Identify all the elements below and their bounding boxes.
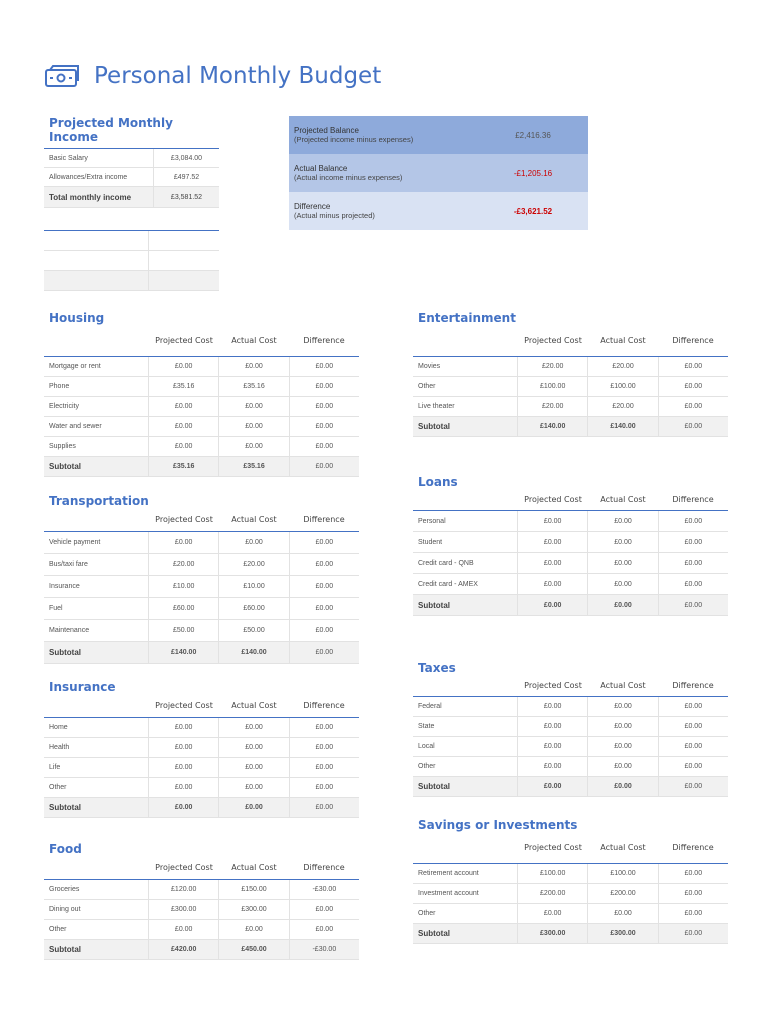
row-label: Home: [44, 718, 149, 737]
page-title: Personal Monthly Budget: [94, 63, 382, 89]
projected-cost-cell[interactable]: £0.00: [518, 532, 588, 552]
row-label: Electricity: [44, 397, 149, 416]
table-row: [413, 511, 728, 532]
projected-cost-cell[interactable]: £0.00: [149, 758, 219, 777]
actual-cost-cell[interactable]: £20.00: [588, 357, 658, 376]
actual-cost-cell[interactable]: £0.00: [219, 920, 289, 939]
income-row: [44, 168, 219, 187]
subtotal-difference: £0.00: [315, 649, 334, 656]
subtotal-label: Subtotal: [44, 940, 149, 959]
subtotal-difference: -£30.00: [312, 946, 337, 953]
table-row: [44, 598, 359, 620]
row-label: Live theater: [413, 397, 518, 416]
income-label: Allowances/Extra income: [44, 168, 154, 186]
projected-cost-header: Projected Cost: [524, 843, 582, 852]
difference-cell: -£30.00: [312, 886, 337, 893]
row-label: Supplies: [44, 437, 149, 456]
projected-cost-cell[interactable]: £300.00: [149, 900, 219, 919]
difference-value: -£3,621.52: [513, 206, 553, 216]
subtotal-row: [413, 924, 728, 944]
actual-cost-header: Actual Cost: [600, 681, 646, 690]
table-row: [413, 397, 728, 417]
projected-cost-cell[interactable]: £0.00: [149, 417, 219, 436]
subtotal-actual: £0.00: [219, 798, 289, 817]
difference-header: Difference: [303, 515, 345, 524]
projected-cost-cell[interactable]: £0.00: [149, 718, 219, 737]
income-total-value: £3,581.52: [170, 193, 203, 201]
difference-cell: £0.00: [684, 723, 703, 730]
actual-cost-cell[interactable]: £0.00: [588, 511, 658, 531]
blank-table: [44, 230, 219, 291]
income-label: Basic Salary: [44, 149, 154, 167]
difference-cell: £0.00: [684, 743, 703, 750]
subtotal-difference: £0.00: [684, 783, 703, 790]
projected-balance-sub: (Projected income minus expenses): [294, 135, 414, 144]
table-row: [44, 377, 359, 397]
subtotal-difference: £0.00: [684, 423, 703, 430]
projected-cost-cell[interactable]: £120.00: [149, 880, 219, 899]
actual-cost-cell[interactable]: £0.00: [219, 357, 289, 376]
projected-cost-cell[interactable]: £100.00: [518, 864, 588, 883]
subtotal-label: Subtotal: [413, 777, 518, 796]
row-label: Life: [44, 758, 149, 777]
projected-cost-cell[interactable]: £200.00: [518, 884, 588, 903]
table-row: [44, 417, 359, 437]
projected-balance-value: £2,416.36: [515, 130, 551, 140]
loans-header: [413, 490, 728, 511]
table-row: [413, 697, 728, 717]
difference-cell: £0.00: [315, 383, 334, 390]
actual-cost-header: Actual Cost: [600, 336, 646, 345]
row-label: Local: [413, 737, 518, 756]
subtotal-label: Subtotal: [413, 924, 518, 943]
projected-cost-cell[interactable]: £0.00: [149, 738, 219, 757]
table-row: [44, 554, 359, 576]
row-label: Student: [413, 532, 518, 552]
projected-cost-cell[interactable]: £0.00: [149, 532, 219, 553]
difference-cell: £0.00: [684, 538, 703, 546]
projected-cost-cell[interactable]: £100.00: [518, 377, 588, 396]
housing-header: [44, 326, 359, 357]
difference-cell: £0.00: [684, 580, 703, 588]
projected-cost-cell[interactable]: £20.00: [149, 554, 219, 575]
projected-cost-cell[interactable]: £0.00: [149, 920, 219, 939]
row-label: Health: [44, 738, 149, 757]
actual-balance-row: [289, 154, 588, 192]
actual-cost-cell[interactable]: £10.00: [219, 576, 289, 597]
subtotal-actual: £35.16: [219, 457, 289, 476]
income-value[interactable]: £3,084.00: [170, 154, 203, 162]
difference-cell: £0.00: [315, 605, 334, 612]
projected-cost-cell[interactable]: £20.00: [518, 397, 588, 416]
difference-cell: £0.00: [315, 561, 334, 568]
projected-cost-cell[interactable]: £60.00: [149, 598, 219, 619]
subtotal-label: Subtotal: [413, 595, 518, 615]
difference-cell: £0.00: [315, 784, 334, 791]
insurance-title: Insurance: [49, 680, 116, 694]
table-row: [44, 920, 359, 940]
projected-cost-cell[interactable]: £0.00: [518, 904, 588, 923]
projected-cost-cell[interactable]: £35.16: [149, 377, 219, 396]
food-section: [44, 841, 359, 960]
difference-cell: £0.00: [315, 403, 334, 410]
subtotal-projected: £0.00: [149, 798, 219, 817]
projected-cost-cell[interactable]: £0.00: [518, 717, 588, 736]
table-row: [44, 758, 359, 778]
difference-header: Difference: [672, 336, 714, 345]
table-row: [44, 620, 359, 642]
row-label: Maintenance: [44, 620, 149, 641]
loans-section: [413, 474, 728, 616]
difference-cell: £0.00: [684, 383, 703, 390]
savings-title: Savings or Investments: [418, 818, 578, 832]
projected-cost-cell[interactable]: £0.00: [518, 511, 588, 531]
actual-cost-cell[interactable]: £150.00: [219, 880, 289, 899]
difference-cell: £0.00: [315, 443, 334, 450]
actual-cost-cell[interactable]: £0.00: [219, 718, 289, 737]
projected-cost-cell[interactable]: £0.00: [149, 397, 219, 416]
difference-header: Difference: [303, 336, 345, 345]
table-row: [413, 377, 728, 397]
actual-balance-sub: (Actual income minus expenses): [294, 173, 403, 182]
actual-cost-cell[interactable]: £0.00: [588, 532, 658, 552]
actual-cost-cell[interactable]: £20.00: [219, 554, 289, 575]
savings-header: [413, 833, 728, 864]
subtotal-row: [413, 595, 728, 616]
income-total-row: [44, 187, 219, 208]
blank-row: [44, 251, 219, 271]
row-label: Groceries: [44, 880, 149, 899]
subtotal-difference: £0.00: [315, 463, 334, 470]
row-label: Other: [413, 377, 518, 396]
actual-cost-header: Actual Cost: [231, 863, 277, 872]
income-value[interactable]: £497.52: [173, 173, 200, 181]
actual-cost-cell[interactable]: £0.00: [588, 717, 658, 736]
actual-cost-cell[interactable]: £0.00: [588, 737, 658, 756]
actual-cost-cell[interactable]: £60.00: [219, 598, 289, 619]
table-row: [413, 864, 728, 884]
table-row: [44, 880, 359, 900]
row-label: Movies: [413, 357, 518, 376]
taxes-section: [413, 660, 728, 797]
transportation-header: [44, 509, 359, 532]
actual-cost-cell[interactable]: £0.00: [219, 778, 289, 797]
difference-cell: £0.00: [315, 764, 334, 771]
subtotal-actual: £0.00: [588, 595, 658, 615]
difference-cell: £0.00: [315, 583, 334, 590]
difference-cell: £0.00: [315, 906, 334, 913]
insurance-header: [44, 695, 359, 718]
difference-header: Difference: [303, 701, 345, 710]
subtotal-row: [413, 417, 728, 437]
difference-row: [289, 192, 588, 230]
table-row: [413, 904, 728, 924]
subtotal-row: [44, 940, 359, 960]
row-label: Other: [413, 757, 518, 776]
actual-cost-cell[interactable]: £0.00: [588, 904, 658, 923]
actual-cost-cell[interactable]: £100.00: [588, 864, 658, 883]
subtotal-actual: £0.00: [588, 777, 658, 796]
actual-cost-cell[interactable]: £0.00: [588, 697, 658, 716]
table-row: [44, 437, 359, 457]
actual-cost-cell[interactable]: £50.00: [219, 620, 289, 641]
table-row: [413, 553, 728, 574]
subtotal-difference: £0.00: [315, 804, 334, 811]
row-label: Vehicle payment: [44, 532, 149, 553]
subtotal-projected: £35.16: [149, 457, 219, 476]
table-row: [413, 717, 728, 737]
difference-header: Difference: [672, 843, 714, 852]
table-row: [413, 574, 728, 595]
projected-cost-cell[interactable]: £0.00: [518, 574, 588, 594]
difference-header: Difference: [303, 863, 345, 872]
projected-cost-header: Projected Cost: [155, 863, 213, 872]
actual-cost-header: Actual Cost: [231, 515, 277, 524]
difference-header: Difference: [672, 681, 714, 690]
difference-cell: £0.00: [684, 910, 703, 917]
subtotal-row: [44, 642, 359, 664]
taxes-title: Taxes: [418, 661, 456, 675]
subtotal-row: [44, 798, 359, 818]
subtotal-projected: £0.00: [518, 595, 588, 615]
taxes-header: [413, 676, 728, 697]
loans-title: Loans: [418, 475, 458, 489]
subtotal-actual: £450.00: [219, 940, 289, 959]
projected-cost-cell[interactable]: £10.00: [149, 576, 219, 597]
table-row: [413, 532, 728, 553]
row-label: Fuel: [44, 598, 149, 619]
actual-cost-cell[interactable]: £0.00: [588, 553, 658, 573]
subtotal-projected: £300.00: [518, 924, 588, 943]
subtotal-label: Subtotal: [44, 798, 149, 817]
projected-cost-header: Projected Cost: [524, 495, 582, 504]
row-label: Bus/taxi fare: [44, 554, 149, 575]
money-icon: [44, 64, 80, 88]
difference-cell: £0.00: [315, 926, 334, 933]
actual-cost-cell[interactable]: £300.00: [219, 900, 289, 919]
projected-cost-cell[interactable]: £0.00: [149, 357, 219, 376]
difference-cell: £0.00: [315, 363, 334, 370]
projected-cost-cell[interactable]: £0.00: [149, 437, 219, 456]
projected-cost-header: Projected Cost: [524, 681, 582, 690]
actual-cost-cell[interactable]: £200.00: [588, 884, 658, 903]
difference-cell: £0.00: [684, 763, 703, 770]
income-table: [44, 116, 219, 208]
table-row: [44, 576, 359, 598]
row-label: Other: [44, 920, 149, 939]
actual-cost-header: Actual Cost: [600, 495, 646, 504]
difference-cell: £0.00: [684, 870, 703, 877]
subtotal-difference: £0.00: [684, 601, 703, 609]
income-total-label: Total monthly income: [44, 187, 154, 207]
row-label: Mortgage or rent: [44, 357, 149, 376]
projected-cost-cell[interactable]: £0.00: [518, 737, 588, 756]
actual-cost-header: Actual Cost: [231, 701, 277, 710]
actual-cost-header: Actual Cost: [600, 843, 646, 852]
table-row: [413, 757, 728, 777]
row-label: Personal: [413, 511, 518, 531]
blank-row: [44, 231, 219, 251]
subtotal-projected: £140.00: [518, 417, 588, 436]
actual-balance-label: Actual Balance: [294, 164, 348, 173]
income-title: Projected Monthly Income: [44, 116, 219, 149]
difference-cell: £0.00: [315, 423, 334, 430]
row-label: Other: [413, 904, 518, 923]
difference-header: Difference: [672, 495, 714, 504]
subtotal-label: Subtotal: [44, 642, 149, 663]
difference-cell: £0.00: [684, 703, 703, 710]
actual-cost-cell[interactable]: £20.00: [588, 397, 658, 416]
housing-title: Housing: [49, 311, 105, 325]
title-bar: [44, 58, 381, 94]
insurance-section: [44, 679, 359, 818]
row-label: Other: [44, 778, 149, 797]
subtotal-projected: £420.00: [149, 940, 219, 959]
transportation-title: Transportation: [49, 494, 149, 508]
actual-cost-cell[interactable]: £0.00: [219, 738, 289, 757]
row-label: Water and sewer: [44, 417, 149, 436]
table-row: [44, 718, 359, 738]
projected-balance-row: [289, 116, 588, 154]
projected-balance-label: Projected Balance: [294, 126, 359, 135]
actual-cost-cell[interactable]: £0.00: [219, 437, 289, 456]
row-label: Federal: [413, 697, 518, 716]
projected-cost-cell[interactable]: £50.00: [149, 620, 219, 641]
difference-cell: £0.00: [684, 403, 703, 410]
actual-cost-cell[interactable]: £0.00: [219, 397, 289, 416]
actual-cost-header: Actual Cost: [231, 336, 277, 345]
row-label: Investment account: [413, 884, 518, 903]
projected-cost-cell[interactable]: £0.00: [518, 697, 588, 716]
row-label: Insurance: [44, 576, 149, 597]
projected-cost-cell[interactable]: £0.00: [149, 778, 219, 797]
table-row: [44, 357, 359, 377]
income-row: [44, 149, 219, 168]
difference-label: Difference: [294, 202, 331, 211]
row-label: Retirement account: [413, 864, 518, 883]
subtotal-projected: £140.00: [149, 642, 219, 663]
row-label: Phone: [44, 377, 149, 396]
table-row: [413, 884, 728, 904]
blank-row: [44, 271, 219, 291]
balance-summary: [289, 116, 588, 230]
difference-cell: £0.00: [684, 890, 703, 897]
table-row: [44, 397, 359, 417]
row-label: Dining out: [44, 900, 149, 919]
actual-cost-cell[interactable]: £100.00: [588, 377, 658, 396]
projected-cost-header: Projected Cost: [155, 336, 213, 345]
subtotal-actual: £140.00: [219, 642, 289, 663]
actual-cost-cell[interactable]: £0.00: [588, 574, 658, 594]
row-label: State: [413, 717, 518, 736]
subtotal-projected: £0.00: [518, 777, 588, 796]
subtotal-actual: £140.00: [588, 417, 658, 436]
transportation-section: [44, 493, 359, 664]
subtotal-row: [413, 777, 728, 797]
projected-cost-header: Projected Cost: [155, 701, 213, 710]
actual-cost-cell[interactable]: £0.00: [219, 532, 289, 553]
actual-cost-cell[interactable]: £0.00: [219, 417, 289, 436]
entertainment-title: Entertainment: [418, 311, 516, 325]
difference-cell: £0.00: [315, 539, 334, 546]
projected-cost-cell[interactable]: £0.00: [518, 553, 588, 573]
table-row: [44, 900, 359, 920]
housing-section: [44, 310, 359, 477]
table-row: [413, 357, 728, 377]
actual-cost-cell[interactable]: £0.00: [588, 757, 658, 776]
table-row: [44, 778, 359, 798]
projected-cost-cell[interactable]: £20.00: [518, 357, 588, 376]
difference-cell: £0.00: [684, 517, 703, 525]
food-header: [44, 857, 359, 880]
difference-cell: £0.00: [315, 724, 334, 731]
subtotal-actual: £300.00: [588, 924, 658, 943]
subtotal-label: Subtotal: [44, 457, 149, 476]
actual-cost-cell[interactable]: £35.16: [219, 377, 289, 396]
entertainment-header: [413, 326, 728, 357]
difference-cell: £0.00: [684, 559, 703, 567]
savings-section: [413, 817, 728, 944]
entertainment-section: [413, 310, 728, 437]
table-row: [44, 738, 359, 758]
difference-cell: £0.00: [684, 363, 703, 370]
difference-cell: £0.00: [315, 744, 334, 751]
difference-cell: £0.00: [315, 627, 334, 634]
subtotal-difference: £0.00: [684, 930, 703, 937]
actual-balance-value: -£1,205.16: [513, 168, 553, 178]
difference-sub: (Actual minus projected): [294, 211, 375, 220]
table-row: [44, 532, 359, 554]
row-label: Credit card - QNB: [413, 553, 518, 573]
projected-cost-header: Projected Cost: [155, 515, 213, 524]
projected-cost-header: Projected Cost: [524, 336, 582, 345]
subtotal-row: [44, 457, 359, 477]
actual-cost-cell[interactable]: £0.00: [219, 758, 289, 777]
food-title: Food: [49, 842, 82, 856]
table-row: [413, 737, 728, 757]
subtotal-label: Subtotal: [413, 417, 518, 436]
projected-cost-cell[interactable]: £0.00: [518, 757, 588, 776]
row-label: Credit card - AMEX: [413, 574, 518, 594]
